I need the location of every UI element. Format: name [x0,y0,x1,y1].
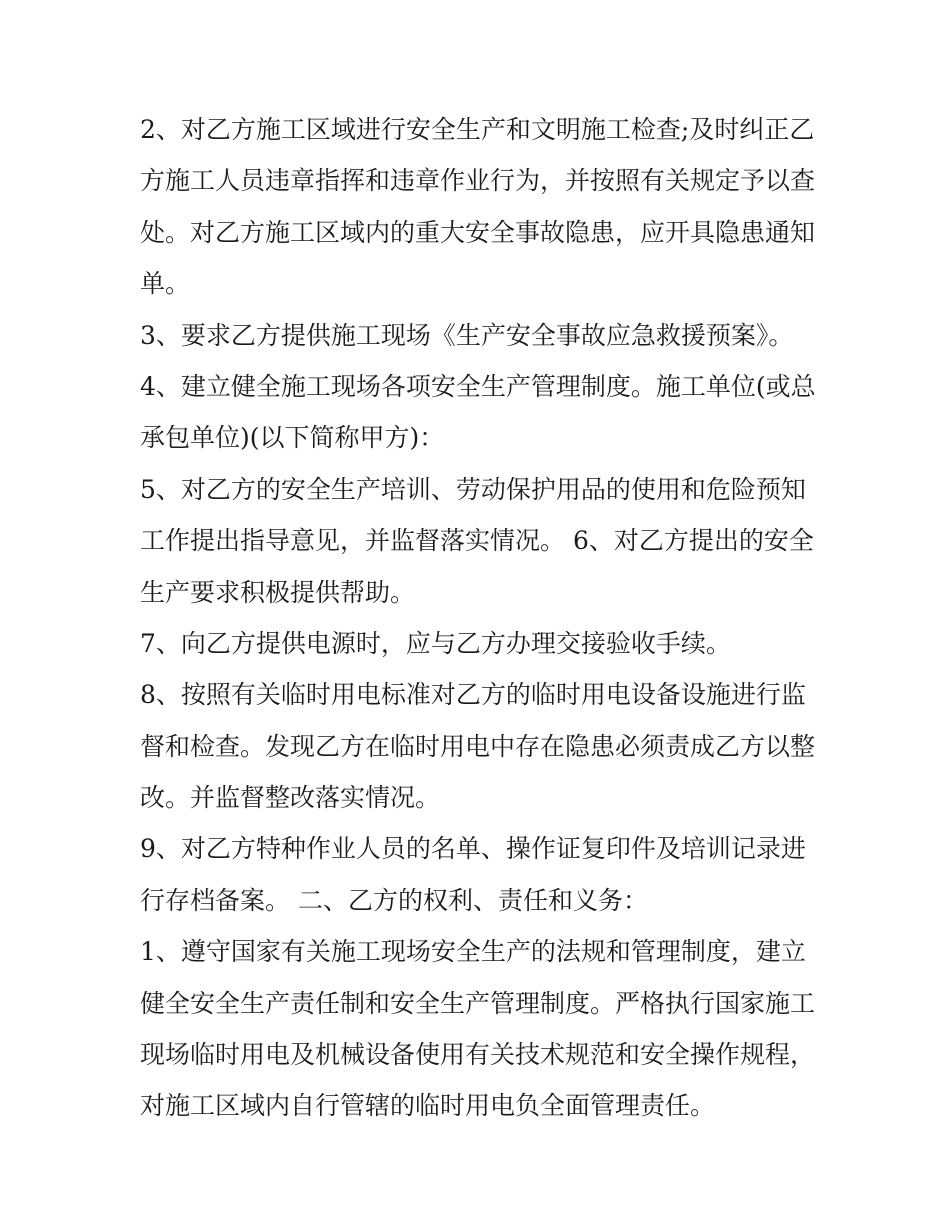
text-line: 1、遵守国家有关施工现场安全生产的法规和管理制度，建立 [140,937,806,967]
text-line: 现场临时用电及机械设备使用有关技术规范和安全操作规程， [140,1040,816,1070]
text-line: 改。并监督整改落实情况。 [140,783,441,813]
text-line: 行存档备案。 二、乙方的权利、责任和义务： [140,885,648,915]
text-line: 方施工人员违章指挥和违章作业行为，并按照有关规定予以查 [140,166,816,196]
text-line: 2、对乙方施工区域进行安全生产和文明施工检查;及时纠正乙 [140,115,815,144]
text-line: 处。对乙方施工区域内的重大安全事故隐患，应开具隐患通知 [140,217,816,247]
document-body [140,104,820,1132]
text-line: 8、按照有关临时用电标准对乙方的临时用电设备设施进行监 [140,680,806,710]
text-line: 9、对乙方特种作业人员的名单、操作证复印件及培训记录进 [140,834,806,864]
text-line: 4、建立健全施工现场各项安全生产管理制度。施工单位(或总 [140,371,816,401]
text-line: 督和检查。发现乙方在临时用电中存在隐患必须责成乙方以整 [140,731,816,761]
text-line: 3、要求乙方提供施工现场《生产安全事故应急救援预案》。 [140,320,794,350]
text-line: 对施工区域内自行管辖的临时用电负全面管理责任。 [140,1091,716,1121]
text-line: 承包单位)(以下简称甲方)： [140,423,445,453]
text-line: 生产要求积极提供帮助。 [140,577,416,607]
text-line: 工作提出指导意见，并监督落实情况。 6、对乙方提出的安全 [140,526,814,556]
text-line: 7、向乙方提供电源时，应与乙方办理交接验收手续。 [140,628,731,658]
text-line: 5、对乙方的安全生产培训、劳动保护用品的使用和危险预知 [140,474,806,504]
text-line: 健全安全生产责任制和安全生产管理制度。严格执行国家施工 [140,988,816,1018]
text-line: 单。 [140,269,191,299]
